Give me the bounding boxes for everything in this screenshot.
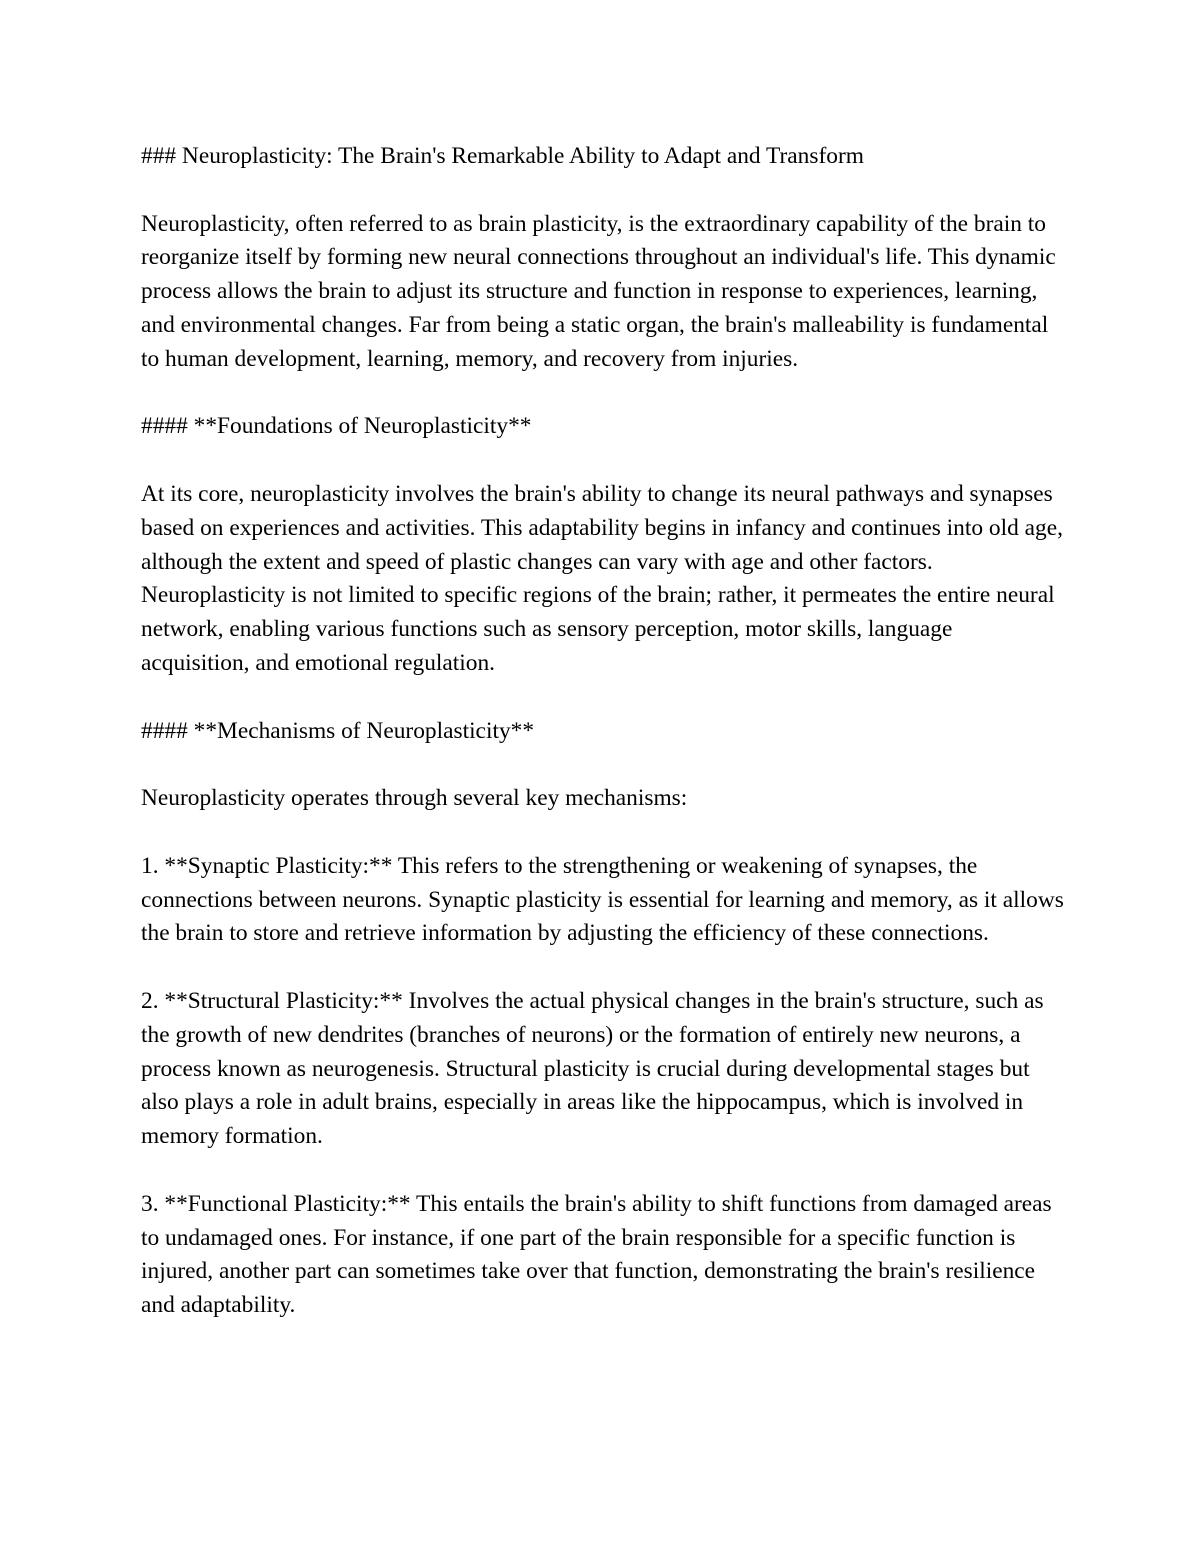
- document-title: ### Neuroplasticity: The Brain's Remarkable Ability to Adapt and Transform: [141, 143, 864, 169]
- intro-paragraph: Neuroplasticity, often referred to as brain plasticity, is the extraordinary capability of the brain to reorganize itself by forming new neural connections throughout an individual's life. This dynamic process allows the brain to adjust its structure and function in response to experiences, learning, and environmental changes. Far from being a static organ, the brain's malleability is fundamental to human development, learning, memory, and recovery from injuries.: [141, 210, 1062, 372]
- list-item-functional-plasticity: 3. **Functional Plasticity:** This entails the brain's ability to shift functions from damaged areas to undamaged ones. For instance, if one part of the brain responsible for a specific function is injured, another part can sometimes take over that function, demonstrating the brain's resilience and adaptability.: [141, 1190, 1058, 1319]
- foundations-paragraph: At its core, neuroplasticity involves the brain's ability to change its neural pathways and synapses based on experiences and activities. This adaptability begins in infancy and continues into old age, although the extent and speed of plastic changes can vary with age and other factors. Neuroplasticity is not limited to specific regions of the brain; rather, it permeates the entire neural network, enabling various functions such as sensory perception, motor skills, language acquisition, and emotional regulation.: [141, 480, 1069, 676]
- mechanisms-intro-paragraph: Neuroplasticity operates through several key mechanisms:: [141, 785, 688, 812]
- section-heading-mechanisms: #### **Mechanisms of Neuroplasticity**: [141, 717, 535, 744]
- section-heading-foundations: #### **Foundations of Neuroplasticity**: [141, 413, 532, 440]
- document-body: [141, 140, 1070, 1357]
- list-item-synaptic-plasticity: 1. **Synaptic Plasticity:** This refers to the strengthening or weakening of synapses, the connections between neurons. Synaptic plasticity is essential for learning and memory, as it allows the brain to store and retrieve information by adjusting the efficiency of these connections.: [141, 852, 1070, 947]
- list-item-structural-plasticity: 2. **Structural Plasticity:** Involves the actual physical changes in the brain's structure, such as the growth of new dendrites (branches of neurons) or the formation of entirely new neurons, a process known as neurogenesis. Structural plasticity is crucial during developmental stages but also plays a role in adult brains, especially in areas like the hippocampus, which is involved in memory formation.: [141, 987, 1050, 1150]
